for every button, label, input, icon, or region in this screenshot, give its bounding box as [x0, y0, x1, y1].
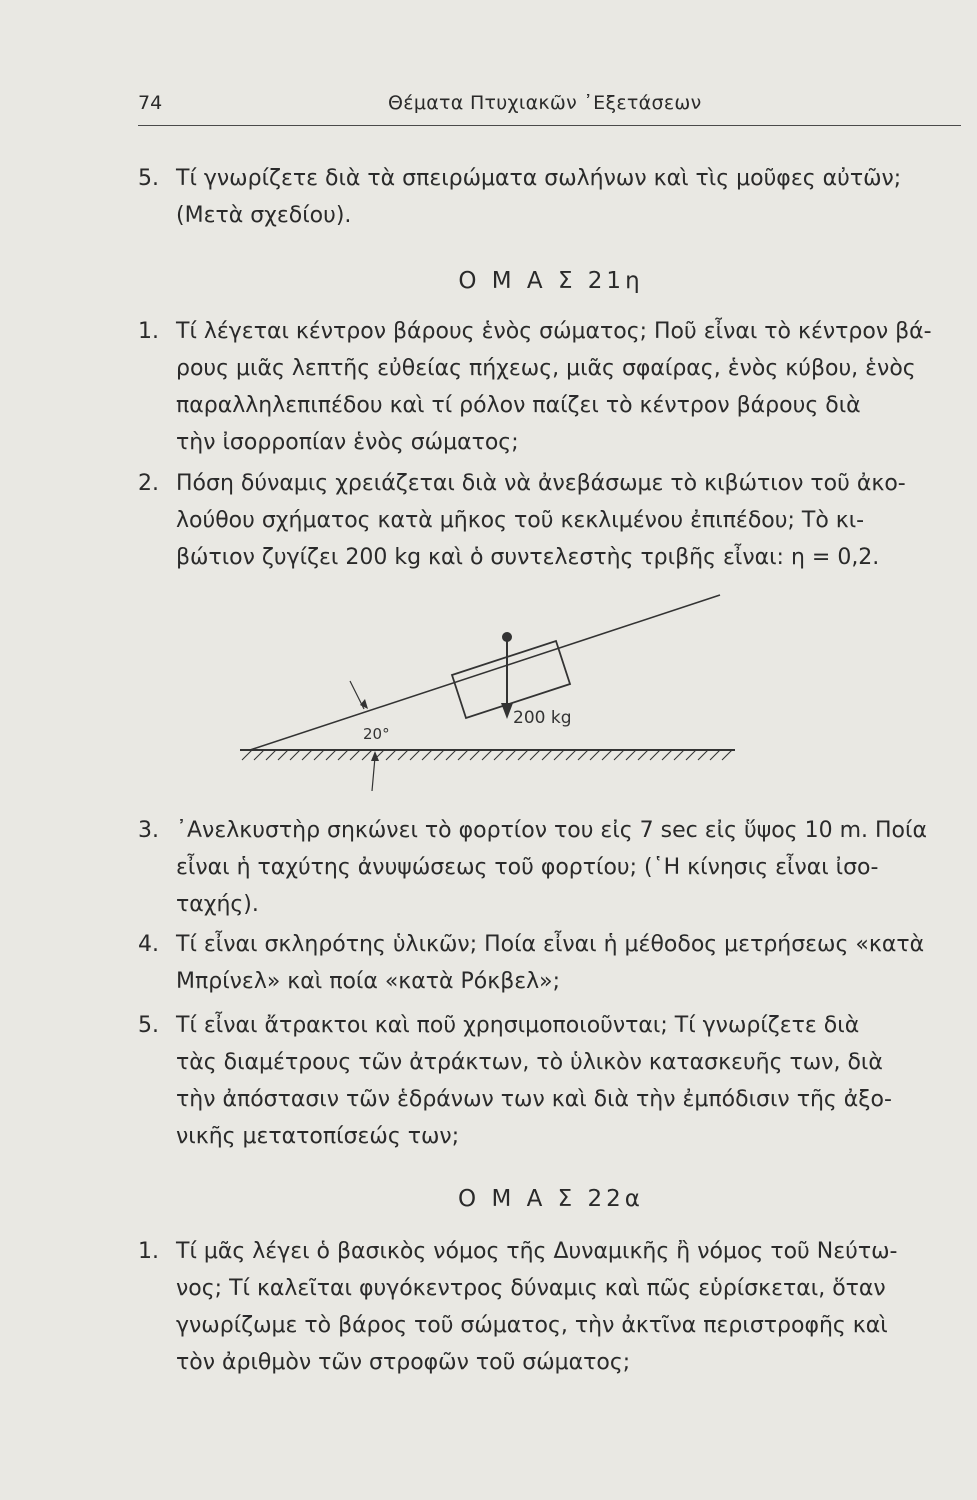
- angle-arrow-bottom: [372, 757, 375, 791]
- question-line: Πόση δύναμις χρειάζεται διὰ νὰ ἀνεβάσωμε τὸ κιβώτιον τοῦ ἀκο-: [176, 471, 906, 496]
- question-line: Μπρίνελ» καὶ ποία «κατὰ Ρόκβελ»;: [176, 969, 561, 994]
- question-line: νος; Τί καλεῖται φυγόκεντρος δύναμις καὶ πῶς εὑρίσκεται, ὅταν: [176, 1276, 886, 1301]
- question-number: 5.: [138, 166, 159, 191]
- question-line: Τί γνωρίζετε διὰ τὰ σπειρώματα σωλήνων καὶ τὶς μοῦφες αὐτῶν;: [176, 166, 902, 191]
- question-line: παραλληλεπιπέδου καὶ τί ρόλον παίζει τὸ κέντρον βάρους διὰ: [176, 393, 861, 418]
- question-21-4: [138, 926, 964, 1000]
- ground-hatching: [242, 750, 732, 760]
- question-line: τὰς διαμέτρους τῶν ἀτράκτων, τὸ ὑλικὸν κατασκευῆς των, διὰ: [176, 1050, 883, 1075]
- question-line: λούθου σχήματος κατὰ μῆκος τοῦ κεκλιμένου ἐπιπέδου; Τὸ κι-: [176, 508, 865, 533]
- running-title: Θέματα Πτυχιακῶν ᾿Εξετάσεων: [388, 92, 702, 114]
- angle-label: 20°: [363, 725, 390, 743]
- weight-arrow-head: [501, 703, 513, 719]
- question-line: Τί λέγεται κέντρον βάρους ἑνὸς σώματος; Ποῦ εἶναι τὸ κέντρον βά-: [176, 319, 932, 344]
- group-heading-22: Ο Μ Α Σ 22α: [458, 1186, 644, 1212]
- question-line: βώτιον ζυγίζει 200 kg καὶ ὁ συντελεστὴς τριβῆς εἶναι: η = 0,2.: [176, 545, 880, 570]
- question-line: γνωρίζωμε τὸ βάρος τοῦ σώματος, τὴν ἀκτῖνα περιστροφῆς καὶ: [176, 1313, 888, 1338]
- question-number: 2.: [138, 471, 159, 496]
- question-number: 3.: [138, 818, 159, 843]
- question-number: 1.: [138, 1239, 159, 1264]
- page-number: 74: [138, 92, 163, 114]
- question-line: Τί εἶναι ἄτρακτοι καὶ ποῦ χρησιμοποιοῦνται; Τί γνωρίζετε διὰ: [176, 1013, 860, 1038]
- question-21-1: [138, 313, 964, 461]
- question-21-2: [138, 465, 964, 576]
- question-prev-5: [138, 160, 964, 234]
- question-line: Τί μᾶς λέγει ὁ βασικὸς νόμος τῆς Δυναμικῆς ἢ νόμος τοῦ Νεύτω-: [176, 1239, 898, 1264]
- inclined-plane-diagram: [220, 585, 740, 795]
- weight-label: 200 kg: [513, 708, 572, 728]
- angle-arrowhead-top: [360, 699, 368, 709]
- question-number: 1.: [138, 319, 159, 344]
- question-line: τὸν ἀριθμὸν τῶν στροφῶν τοῦ σώματος;: [176, 1350, 631, 1375]
- incline-line: [250, 595, 720, 750]
- question-line: ταχής).: [176, 892, 259, 917]
- question-21-3: [138, 812, 964, 923]
- page-header: [138, 92, 957, 126]
- question-number: 4.: [138, 932, 159, 957]
- question-line: τὴν ἀπόστασιν τῶν ἑδράνων των καὶ διὰ τὴν ἐμπόδισιν τῆς ἀξο-: [176, 1087, 892, 1112]
- question-22-1: [138, 1233, 964, 1381]
- question-line: εἶναι ἡ ταχύτης ἀνυψώσεως τοῦ φορτίου; (῾Η κίνησις εἶναι ἰσο-: [176, 855, 879, 880]
- question-line: (Μετὰ σχεδίου).: [176, 203, 352, 228]
- question-line: νικῆς μετατοπίσεώς των;: [176, 1124, 460, 1149]
- question-line: τὴν ἰσορροπίαν ἑνὸς σώματος;: [176, 430, 519, 455]
- question-line: ρους μιᾶς λεπτῆς εὐθείας πήχεως, μιᾶς σφαίρας, ἑνὸς κύβου, ἑνὸς: [176, 356, 916, 381]
- question-line: ᾿Ανελκυστὴρ σηκώνει τὸ φορτίον του εἰς 7 sec εἰς ὕψος 10 m. Ποία: [176, 818, 927, 843]
- question-line: Τί εἶναι σκληρότης ὑλικῶν; Ποία εἶναι ἡ μέθοδος μετρήσεως «κατὰ: [176, 932, 925, 957]
- group-heading-21: Ο Μ Α Σ 21η: [458, 268, 644, 294]
- header-rule: [138, 125, 961, 126]
- question-21-5: [138, 1007, 964, 1155]
- question-number: 5.: [138, 1013, 159, 1038]
